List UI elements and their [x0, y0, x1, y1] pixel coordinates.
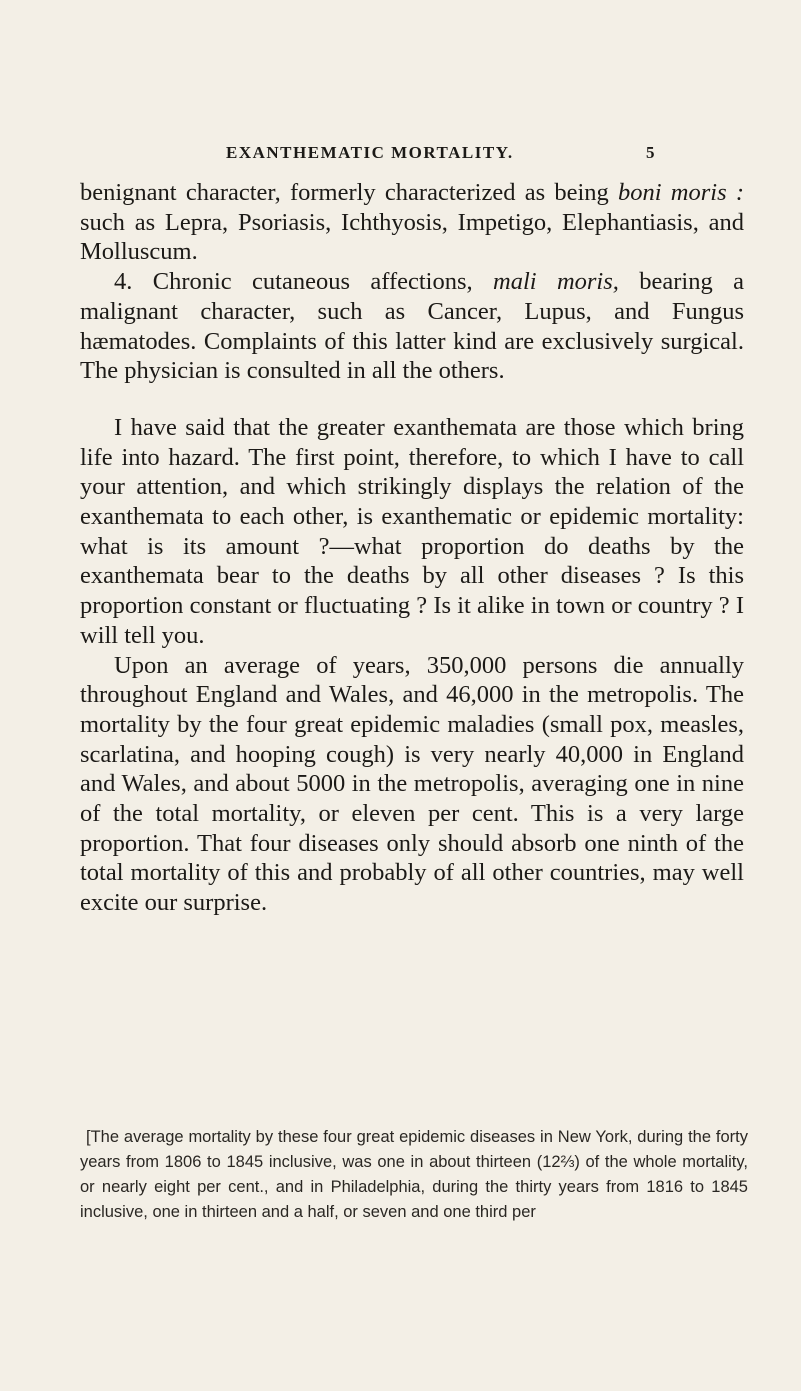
paragraph-4: Upon an average of years, 350,000 persons die annually throughout England and Wales, and 46,000 in the metropolis. The mortality by the four great epidemic maladies (small pox, measles, scarlatina, and hooping cough) is very nearly 40,000 in England and Wales, and about 5000 in the metropolis, averaging one in nine of the total mortality, or eleven per cent. This is a very large proportion. That four diseases only should absorb one ninth of the total mortality of this and probably of all other countries, may well excite our surprise. [80, 651, 744, 917]
editor-note [80, 1125, 748, 1225]
paragraph-2 [80, 267, 744, 386]
paragraph-1-italic: boni moris : [618, 179, 744, 206]
paragraph-1-tail: such as Lepra, Psoriasis, Ichthyosis, Impetigo, Elephantiasis, and Molluscum. [80, 208, 744, 266]
running-title: EXANTHEMATIC MORTALITY. [226, 143, 514, 162]
body-text [80, 178, 744, 918]
paragraph-2-italic: mali moris, [493, 268, 619, 296]
paragraph-gap [80, 386, 744, 413]
paragraph-1-lead: benignant character, formerly characterized as being [80, 179, 618, 206]
paragraph-2-tail: bearing a malignant character, such as Cancer, Lupus, and Fungus hæmatodes. Complaints of this latter kind are exclusively surgical. The physician is consulted in all the others. [80, 268, 744, 385]
page-number: 5 [646, 143, 656, 162]
page-header [226, 143, 656, 163]
paragraph-1 [80, 178, 744, 267]
editor-note-text: [The average mortality by these four great epidemic diseases in New York, during the forty years from 1806 to 1845 inclusive, was one in about thirteen (12⅔) of the whole mortality, or nearly eight per cent., and in Philadelphia, during the thirty years from 1816 to 1845 inclusive, one in thirteen and a half, or seven and one third per [80, 1128, 748, 1221]
paragraph-3: I have said that the greater exanthemata are those which bring life into hazard. The first point, therefore, to which I have to call your attention, and which strikingly displays the relation of the exanthemata to each other, is exanthematic or epidemic mortality: what is its amount ?—what proportion do deaths by the exanthemata bear to the deaths by all other diseases ? Is this proportion constant or fluctuating ? Is it alike in town or country ? I will tell you. [80, 413, 744, 649]
paragraph-2-lead: 4. Chronic cutaneous affections, [114, 268, 494, 296]
